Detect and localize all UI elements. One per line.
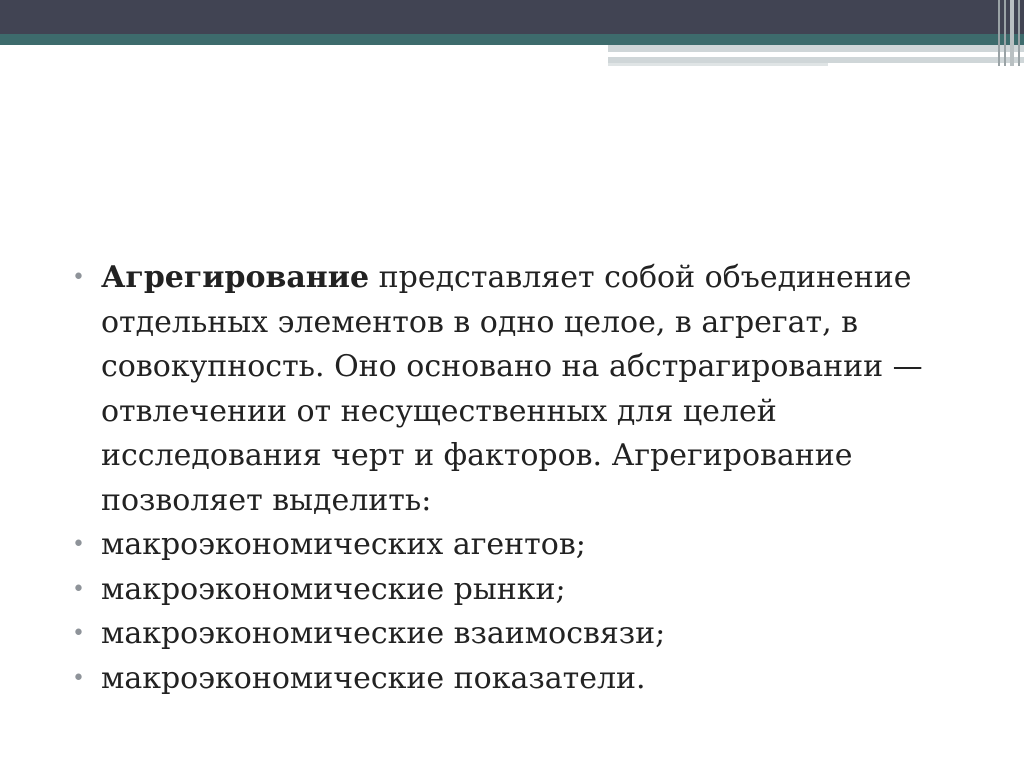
bullet-item-definition — [72, 256, 972, 523]
bullet-icon: • — [72, 265, 85, 290]
bullet-text: макроэкономические показатели. — [101, 660, 646, 696]
header-light-stripe — [608, 45, 1024, 52]
header-light-stripe-thin — [608, 63, 828, 66]
slide-content — [72, 256, 972, 701]
bullet-text: макроэкономические взаимосвязи; — [101, 616, 666, 651]
decor-vertical-line — [998, 0, 1000, 66]
bullet-icon: • — [72, 621, 85, 646]
bullet-item — [72, 612, 972, 657]
bullet-item — [72, 568, 972, 613]
bullet-list — [72, 256, 972, 701]
bullet-icon: • — [72, 665, 85, 691]
decor-vertical-line — [1018, 0, 1020, 66]
decor-vertical-line — [1010, 0, 1014, 66]
bullet-item — [72, 657, 972, 702]
header-dark-band — [0, 0, 1024, 34]
bullet-item — [72, 523, 972, 568]
header-teal-band — [0, 34, 1024, 45]
bullet-icon: • — [72, 576, 85, 602]
bullet-term: Агрегирование — [101, 260, 370, 295]
decor-vertical-line — [1004, 0, 1006, 66]
bullet-icon: • — [72, 532, 85, 557]
bullet-text: макроэкономических агентов; — [101, 527, 586, 562]
bullet-text: макроэкономические рынки; — [101, 571, 566, 607]
bullet-text: представляет собой объединение отдельных элементов в одно целое, в агрегат, в совокупность. Оно основано на абстрагировании — отвлечении от несущественных для целей исследования черт и факторов. Агрегирование позволяет выделить: — [101, 260, 923, 518]
